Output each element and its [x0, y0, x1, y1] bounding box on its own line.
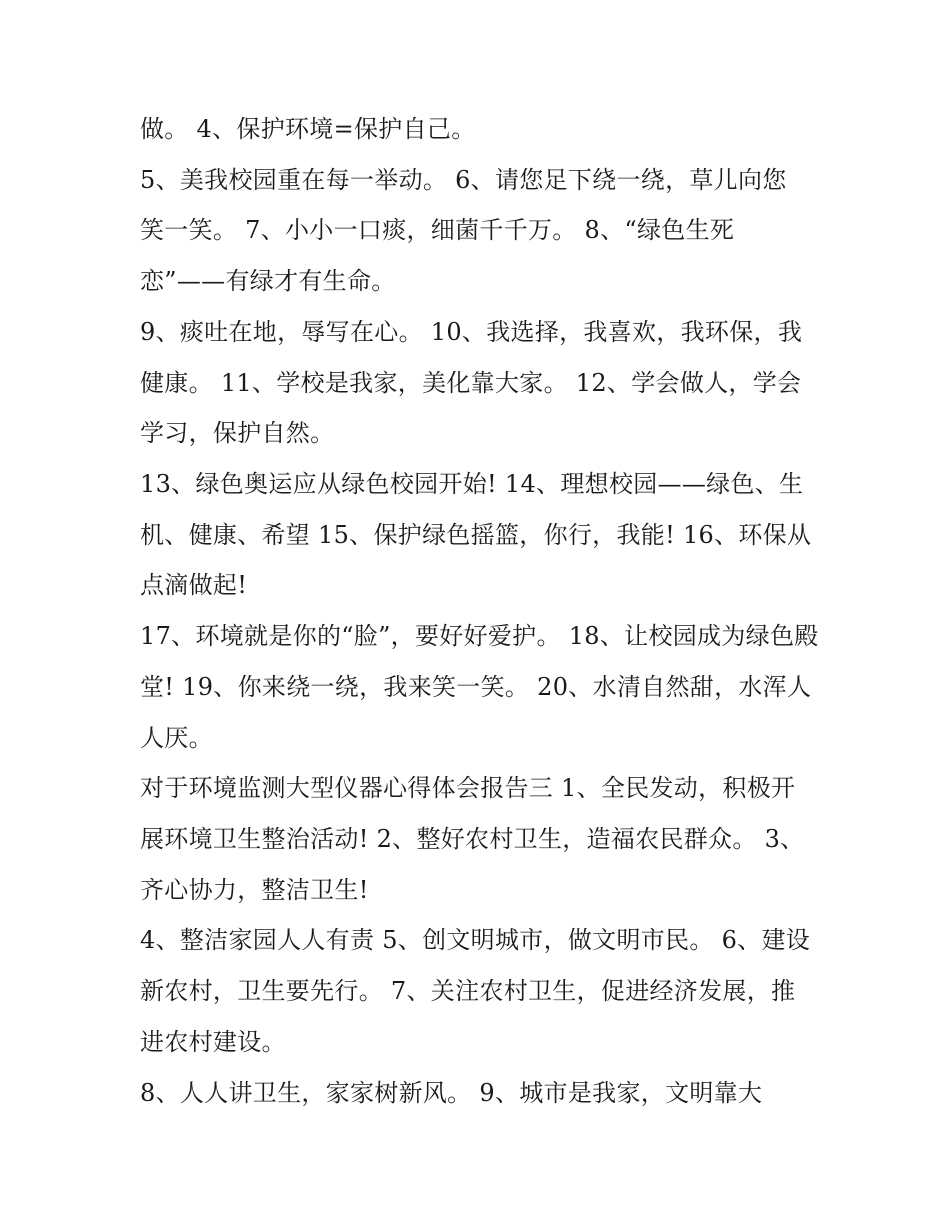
text-line: 堂! 19、你来绕一绕，我来笑一笑。 20、水清自然甜，水浑人 — [140, 673, 812, 701]
text-line: 13、绿色奥运应从绿色校园开始! 14、理想校园——绿色、生 — [140, 470, 804, 498]
text-line: 8、人人讲卫生，家家树新风。 9、城市是我家，文明靠大 — [140, 1079, 763, 1107]
text-line: 齐心协力，整洁卫生! — [140, 876, 369, 904]
text-line: 人厌。 — [140, 724, 213, 752]
text-line: 恋”——有绿才有生命。 — [140, 267, 396, 295]
text-line: 对于环境监测大型仪器心得体会报告三 1、全民发动，积极开 — [140, 774, 796, 802]
text-line: 新农村，卫生要先行。 7、关注农村卫生，促进经济发展，推 — [140, 977, 796, 1005]
text-line: 做。 4、保护环境=保护自己。 — [140, 115, 476, 143]
text-line: 学习，保护自然。 — [140, 419, 335, 447]
text-line: 5、美我校园重在每一举动。 6、请您足下绕一绕，草儿向您 — [140, 166, 787, 194]
text-line: 17、环境就是你的“脸”，要好好爱护。 18、让校园成为绿色殿 — [140, 622, 819, 650]
text-line: 9、痰吐在地，辱写在心。 10、我选择，我喜欢，我环保，我 — [140, 318, 803, 346]
text-line: 4、整洁家园人人有责 5、创文明城市，做文明市民。 6、建设 — [140, 926, 811, 954]
text-line: 健康。 11、学校是我家，美化靠大家。 12、学会做人，学会 — [140, 369, 802, 397]
text-line: 点滴做起! — [140, 571, 248, 599]
text-line: 展环境卫生整治活动! 2、整好农村卫生，造福农民群众。 3、 — [140, 825, 805, 853]
text-line: 机、健康、希望 15、保护绿色摇篮，你行，我能! 16、环保从 — [140, 521, 812, 549]
text-line: 笑一笑。 7、小小一口痰，细菌千千万。 8、“绿色生死 — [140, 216, 735, 244]
text-line: 进农村建设。 — [140, 1028, 286, 1056]
